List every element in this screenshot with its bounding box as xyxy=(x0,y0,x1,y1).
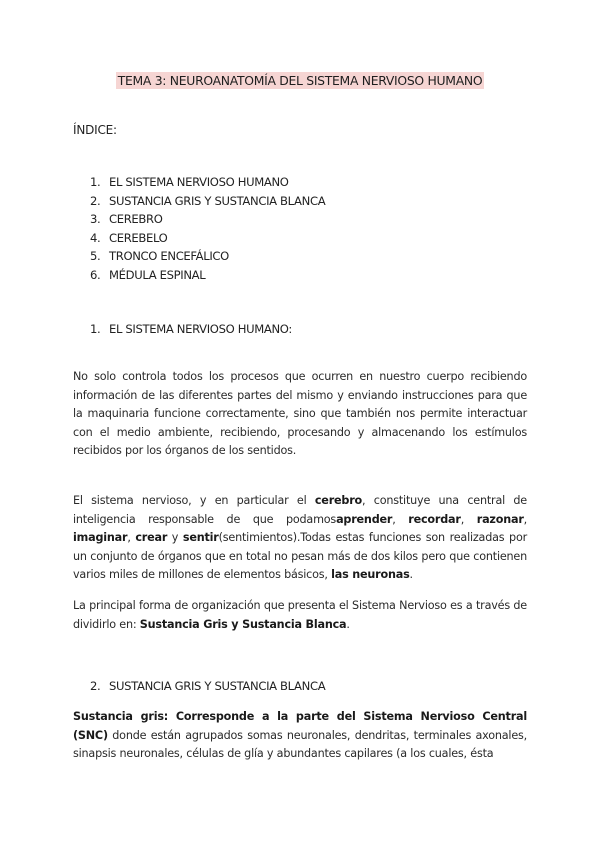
bold-term: Sustancia Gris y Sustancia Blanca xyxy=(139,617,347,631)
toc-item-label: MÉDULA ESPINAL xyxy=(109,267,206,282)
bold-term: aprender xyxy=(336,512,393,526)
section-2-number: 2. xyxy=(90,679,101,693)
bold-term: sentir xyxy=(182,531,219,545)
table-of-contents xyxy=(90,173,325,285)
section-2-title: SUSTANCIA GRIS Y SUSTANCIA BLANCA xyxy=(109,679,326,693)
toc-item-label: TRONCO ENCEFÁLICO xyxy=(109,249,229,264)
toc-item-label: SUSTANCIA GRIS Y SUSTANCIA BLANCA xyxy=(109,193,326,208)
toc-item xyxy=(90,229,325,248)
toc-item-label: CEREBELO xyxy=(109,230,168,245)
bold-term: crear xyxy=(135,531,168,545)
section-2-heading xyxy=(90,679,325,693)
toc-item-number: 2. xyxy=(90,193,101,208)
bold-term: razonar xyxy=(476,512,524,526)
toc-item-label: CEREBRO xyxy=(109,212,163,227)
toc-item xyxy=(90,173,325,192)
section-1-paragraph-2: El sistema nervioso, y en particular el cerebro, constituye una central de inteligencia responsable de que podamosaprender, recordar, razonar, imaginar, crear y sentir(sentimientos).Todas estas funciones son realizadas por un conjunto de órganos que en total no pesan más de dos kilos pero que contienen varios miles de millones de elementos básicos, las neuronas. xyxy=(73,494,528,582)
toc-item xyxy=(90,192,325,211)
section-1-paragraph-1: No solo controla todos los procesos que ocurren en nuestro cuerpo recibiendo información de las diferentes partes del mismo y enviando instrucciones para que la maquinaria funcione correctamente, sino que también nos permite interactuar con el medio ambiente, recibiendo, procesando y almacenando los estímulos recibidos por los órganos de los sentidos. xyxy=(73,370,527,458)
toc-item-number: 4. xyxy=(90,230,101,245)
bold-term: recordar xyxy=(408,512,461,526)
toc-item-number: 6. xyxy=(90,267,101,282)
index-label: ÍNDICE: xyxy=(73,123,117,137)
section-2-paragraph-1: Sustancia gris: Corresponde a la parte del Sistema Nervioso Central (SNC) donde están agrupados somas neuronales, dendritas, terminales axonales, sinapsis neuronales, células de glía y abundantes capilares (a los cuales, ésta xyxy=(73,710,527,761)
bold-term: cerebro xyxy=(314,494,363,507)
bold-term: Sustancia gris: Corresponde a la parte del Sistema Nervioso Central (SNC) xyxy=(73,710,527,742)
toc-item-number: 5. xyxy=(90,249,101,264)
bold-term: las neuronas xyxy=(331,568,410,582)
toc-item xyxy=(90,247,325,266)
toc-item xyxy=(90,210,325,229)
toc-item-number: 3. xyxy=(90,212,101,227)
title-container xyxy=(0,70,600,89)
section-1-title: EL SISTEMA NERVIOSO HUMANO: xyxy=(109,322,292,336)
bold-term: imaginar xyxy=(73,531,128,545)
section-1-paragraph-3: La principal forma de organización que presenta el Sistema Nervioso es a través de dividirlo en: Sustancia Gris y Sustancia Blanca. xyxy=(73,599,527,631)
section-1-number: 1. xyxy=(90,322,101,336)
document-title: TEMA 3: NEUROANATOMÍA DEL SISTEMA NERVIOSO HUMANO xyxy=(117,73,483,88)
toc-item xyxy=(90,266,325,285)
section-1-heading xyxy=(90,322,292,336)
toc-item-number: 1. xyxy=(90,175,101,189)
toc-item-label: EL SISTEMA NERVIOSO HUMANO xyxy=(109,175,289,189)
